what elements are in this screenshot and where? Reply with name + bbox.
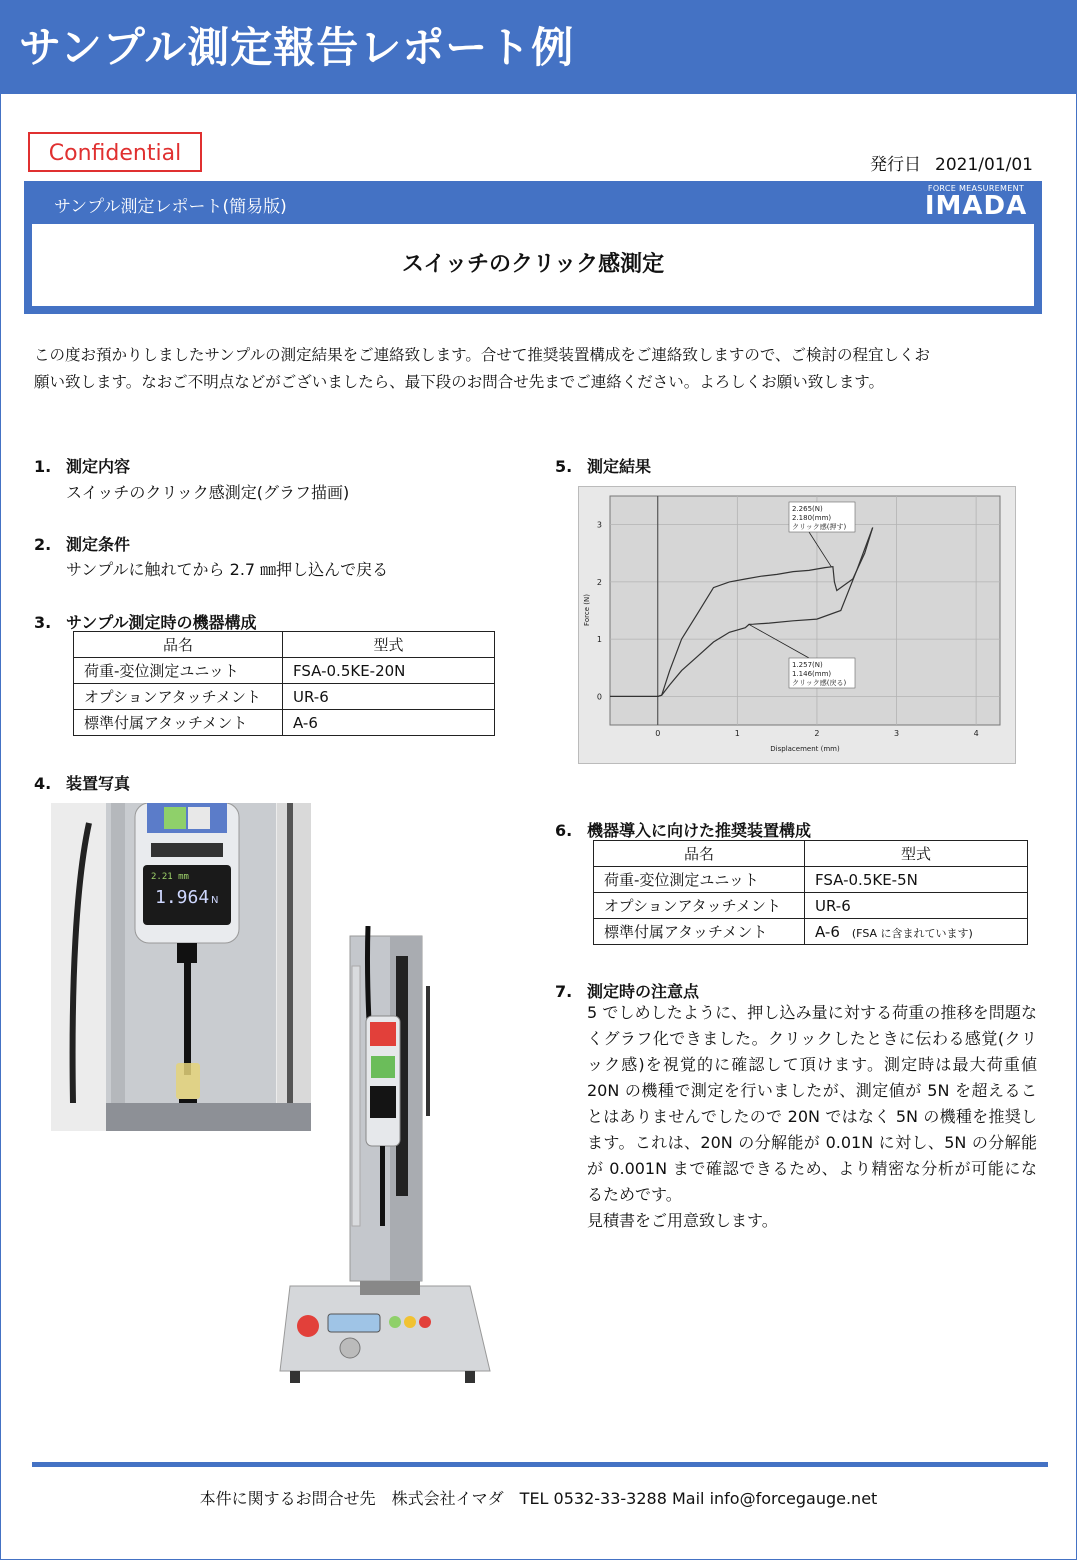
intro-line-1: この度お預かりしましたサンプルの測定結果をご連絡致します。合せて推奨装置構成をご連絡致しますので、ご検討の程宜しくお [34, 346, 931, 364]
gauge-force-readout: 1.964 [155, 887, 210, 908]
section-number: 4. [34, 774, 52, 793]
section-7-heading [555, 979, 699, 1002]
notes-closing: 見積書をご用意致します。 [587, 1211, 778, 1230]
cell-name: オプションアタッチメント [594, 893, 805, 919]
report-title: スイッチのクリック感測定 [401, 252, 665, 277]
table-row [74, 710, 495, 736]
x-axis-label: Displacement (mm) [770, 745, 840, 753]
table-row [594, 867, 1028, 893]
report-header-box [24, 181, 1042, 314]
y-tick-label: 2 [596, 577, 602, 587]
section-title: 測定結果 [587, 457, 652, 476]
section-title: 測定時の注意点 [587, 982, 700, 1001]
cell-name: 荷重-変位測定ユニット [74, 658, 283, 684]
gauge-unit-readout: N [211, 895, 219, 906]
table-row [74, 684, 495, 710]
test-stand-illustration [270, 926, 500, 1388]
cell-model: A-6 [283, 710, 495, 736]
cell-model: FSA-0.5KE-20N [283, 658, 495, 684]
x-tick-label: 0 [655, 729, 661, 738]
cell-model: FSA-0.5KE-5N [805, 867, 1028, 893]
table-header-row [74, 632, 495, 658]
section-2-heading [34, 532, 130, 555]
section-number: 7. [555, 982, 573, 1001]
table-row [594, 893, 1028, 919]
x-tick-label: 3 [893, 729, 900, 738]
section-number: 3. [34, 613, 52, 632]
footer-divider [32, 1462, 1048, 1467]
annotation-text: 1.146(mm) [792, 670, 832, 678]
x-tick-label: 2 [814, 729, 820, 738]
cell-model-note: (FSA に含まれています) [851, 926, 973, 940]
section-number: 1. [34, 457, 52, 476]
brand-logo [924, 184, 1028, 219]
report-subtitle: サンプル測定レポート(簡易版) [54, 197, 287, 217]
section-1-heading [34, 454, 130, 477]
issue-date-value: 2021/01/01 [935, 155, 1033, 175]
annotation-text: クリック感(戻る) [792, 679, 847, 687]
annotation-text: 1.257(N) [792, 661, 823, 669]
annotation-text: 2.180(mm) [792, 514, 832, 522]
y-tick-label: 0 [596, 692, 602, 702]
notes-body [587, 1000, 1037, 1234]
section-title: 機器導入に向けた推奨装置構成 [587, 821, 812, 840]
cell-model [805, 919, 1028, 945]
section-number: 6. [555, 821, 573, 840]
intro-line-2: 願い致します。なおご不明点などがございましたら、最下段のお問合せ先までご連絡ください。よろしくお願い致します。 [34, 373, 885, 391]
section-title: 測定条件 [66, 535, 131, 554]
section-title: サンプル測定時の機器構成 [66, 613, 257, 632]
banner-title: サンプル測定報告レポート例 [19, 23, 575, 72]
header-cell-name: 品名 [74, 632, 283, 658]
cell-model: UR-6 [805, 893, 1028, 919]
header-cell-model: 型式 [805, 841, 1028, 867]
intro-paragraph [34, 342, 1044, 396]
photo-test-stand [270, 926, 500, 1388]
issue-date-label: 発行日 [870, 155, 922, 175]
issue-date [870, 150, 1033, 175]
notes-paragraph: 5 でしめしたように、押し込み量に対する荷重の推移を問題なくグラフ化できました。クリックしたときに伝わる感覚(クリック感)を視覚的に確認して頂けます。測定時は最大荷重値 20N の機種で測定を行いましたが、測定値が 5N を超えることはありませんでしたので 20N ではなく 5N の機種を推奨します。これは、20N の分解能が 0.01N に対し、5N の分解能が 0.001N まで確認できるため、より精密な分析が可能になるためです。 [587, 1003, 1037, 1204]
section-5-heading [555, 454, 651, 477]
footer-contact: 本件に関するお問合せ先 株式会社イマダ TEL 0532-33-3288 Mail info@forcegauge.net [199, 1489, 878, 1508]
section-title: 装置写真 [66, 774, 131, 793]
report-title-panel [32, 224, 1034, 306]
cell-model-value: A-6 [815, 922, 840, 941]
equipment-table [73, 631, 495, 736]
cell-model: UR-6 [283, 684, 495, 710]
header-cell-model: 型式 [283, 632, 495, 658]
measurement-chart [578, 486, 1016, 764]
table-header-row [594, 841, 1028, 867]
y-tick-label: 1 [596, 635, 602, 645]
table-row [594, 919, 1028, 945]
top-banner [1, 1, 1076, 94]
recommended-table [593, 840, 1028, 945]
force-displacement-chart [579, 487, 1015, 763]
section-number: 2. [34, 535, 52, 554]
brand-tagline: FORCE MEASUREMENT [927, 184, 1025, 193]
section-title: 測定内容 [66, 457, 131, 476]
y-axis-label: Force (N) [583, 594, 591, 626]
cell-name: 標準付属アタッチメント [74, 710, 283, 736]
table-row [74, 658, 495, 684]
header-cell-name: 品名 [594, 841, 805, 867]
confidential-stamp: Confidential [28, 132, 202, 172]
annotation-text: 2.265(N) [792, 505, 823, 513]
brand-name: IMADA [924, 191, 1028, 221]
section-number: 5. [555, 457, 573, 476]
x-tick-label: 4 [973, 729, 979, 738]
annotation-text: クリック感(押す) [792, 523, 847, 531]
section-6-heading [555, 818, 811, 841]
cell-name: オプションアタッチメント [74, 684, 283, 710]
cell-name: 荷重-変位測定ユニット [594, 867, 805, 893]
section-3-heading [34, 610, 257, 633]
y-tick-label: 3 [596, 520, 602, 530]
gauge-disp-readout: 2.21 mm [151, 872, 189, 882]
section-4-heading [34, 771, 130, 794]
x-tick-label: 1 [734, 729, 740, 738]
cell-name: 標準付属アタッチメント [594, 919, 805, 945]
section-1-text: スイッチのクリック感測定(グラフ描画) [66, 483, 350, 502]
section-2-text: サンプルに触れてから 2.7 ㎜押し込んで戻る [66, 560, 389, 579]
